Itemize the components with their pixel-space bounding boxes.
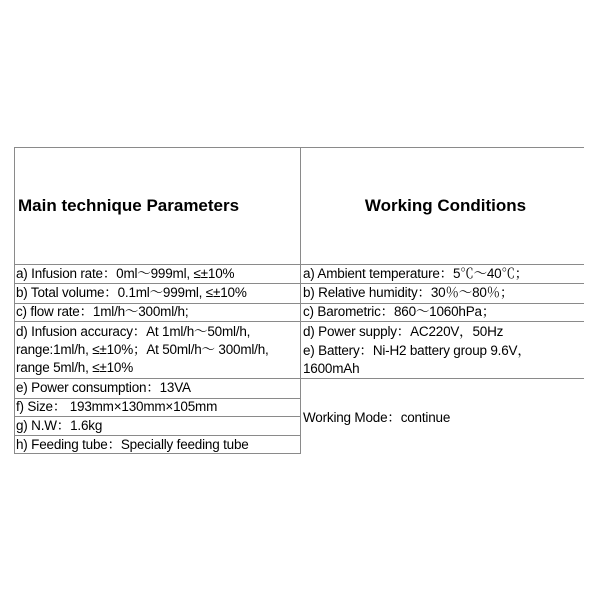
param-power-consumption: e) Power consumption：13VA — [16, 380, 191, 395]
condition-working-mode: Working Mode：continue — [303, 410, 451, 425]
condition-barometric: c) Barometric：860～1060hPa； — [303, 304, 496, 319]
param-flow-rate: c) flow rate：1ml/h～300ml/h; — [16, 304, 189, 319]
param-net-weight: g) N.W：1.6kg — [16, 418, 103, 433]
condition-battery: e) Battery：Ni-H2 battery group 9.6V，1600mAh — [303, 343, 531, 376]
param-total-volume: b) Total volume：0.1ml～999ml, ≤±10% — [16, 285, 247, 300]
param-infusion-rate: a) Infusion rate：0ml～999ml, ≤±10% — [16, 266, 235, 281]
column-divider — [300, 264, 301, 454]
condition-power-supply: d) Power supply：AC220V，50Hz — [303, 324, 504, 339]
table-border-left — [14, 264, 15, 454]
param-infusion-accuracy: d) Infusion accuracy：At 1ml/h～50ml/h, range:1ml/h, ≤±10%；At 50ml/h～ 300ml/h, range 5ml/h, ≤±10% — [16, 324, 269, 375]
condition-ambient-temperature: a) Ambient temperature：5℃～40℃； — [303, 266, 529, 281]
row-divider — [14, 321, 584, 322]
condition-relative-humidity: b) Relative humidity：30％～80％； — [303, 285, 514, 300]
param-feeding-tube: h) Feeding tube：Specially feeding tube — [16, 437, 249, 452]
spec-table — [14, 147, 584, 453]
header-working-conditions: Working Conditions — [300, 148, 584, 264]
param-size: f) Size： 193mm×130mm×105mm — [16, 399, 218, 414]
header-row — [14, 148, 584, 264]
header-main-parameters: Main technique Parameters — [14, 148, 300, 264]
